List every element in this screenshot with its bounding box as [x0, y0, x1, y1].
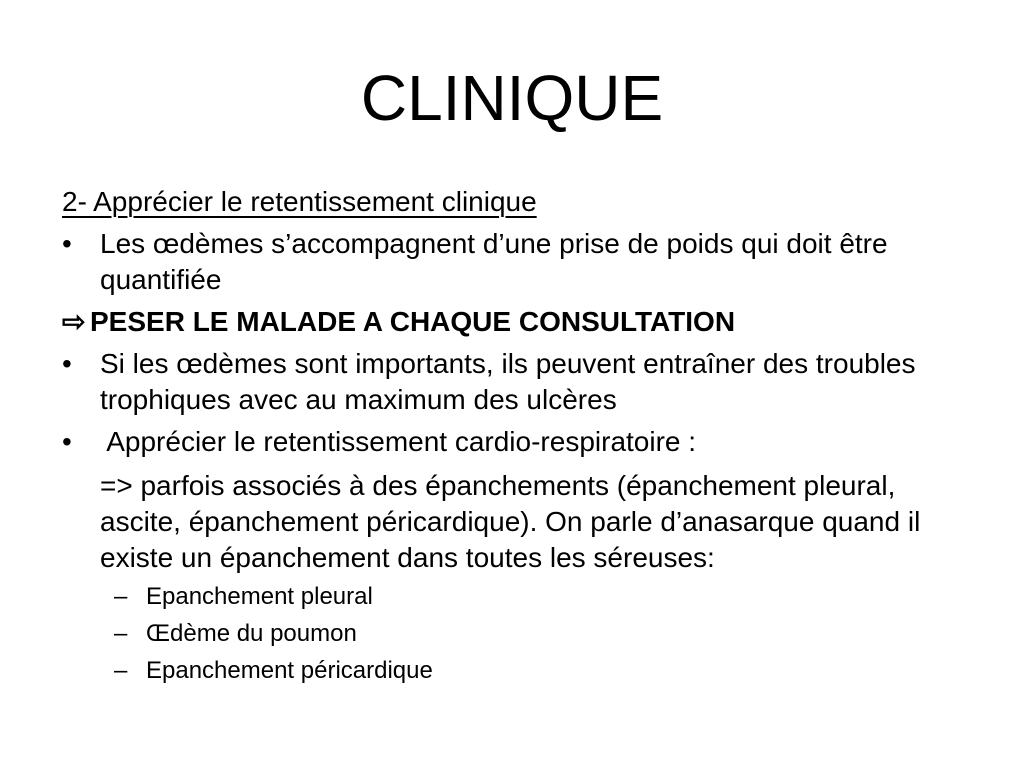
bullet-icon: • — [62, 348, 72, 379]
bullet-item — [62, 226, 982, 298]
section-heading — [62, 184, 982, 220]
bullet-icon: • — [62, 426, 72, 457]
sub-item — [62, 580, 982, 614]
sub-item-text: Epanchement péricardique — [146, 657, 433, 684]
bullet-icon: • — [62, 228, 72, 259]
bullet-text: Les œdèmes s’accompagnent d’une prise de poids qui doit être quantifiée — [100, 228, 888, 295]
emphasis-text: PESER LE MALADE A CHAQUE CONSULTATION — [90, 306, 736, 337]
sub-item — [62, 654, 982, 688]
dash-icon: – — [114, 657, 128, 684]
bullet-item — [62, 346, 982, 418]
continuation-paragraph: => parfois associés à des épanchements (épanchement pleural, ascite, épanchement péricardique). On parle d’anasarque quand il existe un épanchement dans toutes les séreuses: — [100, 470, 921, 573]
bullet-text: Apprécier le retentissement cardio-respiratoire : — [100, 426, 697, 457]
arrow-right-icon: ⇨ — [62, 306, 86, 337]
bullet-item — [62, 424, 982, 460]
section-heading-text: 2- Apprécier le retentissement clinique — [62, 186, 537, 217]
dash-icon: – — [114, 583, 128, 610]
sub-item-text: Epanchement pleural — [146, 583, 373, 610]
emphasis-line — [62, 304, 982, 340]
dash-icon: – — [114, 620, 128, 647]
slide-title: CLINIQUE — [360, 62, 664, 134]
sub-item-text: Œdème du poumon — [146, 620, 357, 647]
slide-body — [62, 184, 982, 688]
bullet-text: Si les œdèmes sont importants, ils peuvent entraîner des troubles trophiques avec au maximum des ulcères — [100, 348, 916, 415]
sub-item — [62, 617, 982, 651]
